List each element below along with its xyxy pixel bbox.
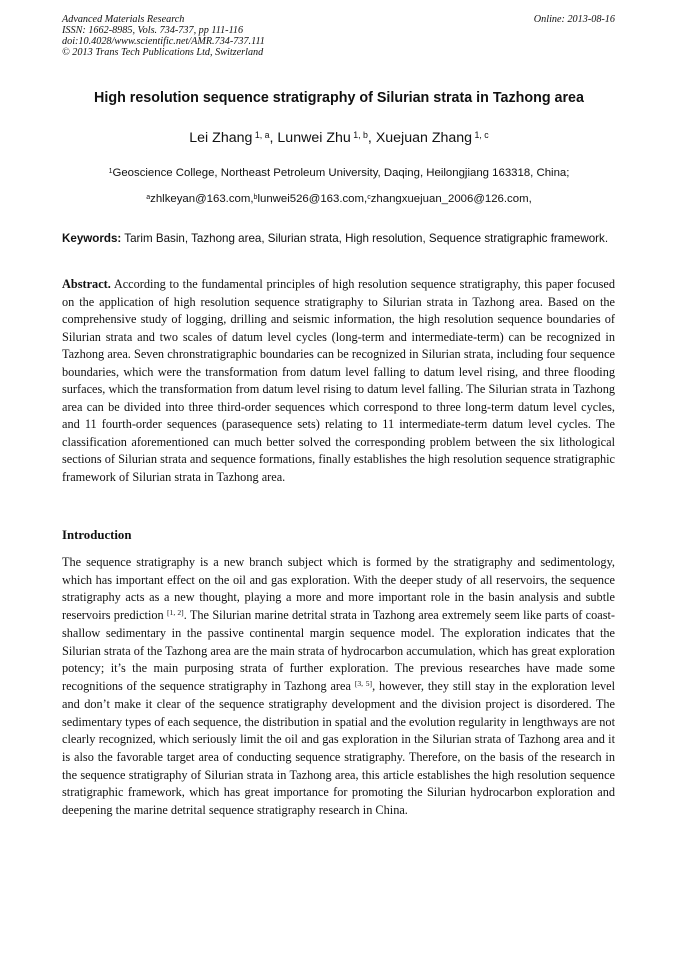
introduction-paragraph [62,554,615,819]
email-mark: a [146,193,151,201]
keywords-text: Tarim Basin, Tazhong area, Silurian strata, High resolution, Sequence stratigraphic framework. [124,232,609,245]
affiliation [0,167,678,179]
abstract-text: According to the fundamental principles of high resolution sequence stratigraphy, this paper focused on the application of high resolution sequence stratigraphy to Silurian strata in Tazhong area. Based on the comprehensive study of logging, drilling and seismic information, the high resolution sequence boundaries of Silurian strata and two scales of datum level cycles (long-term and intermediate-term) can be recognized in Tazhong area. Seven chronstratigraphic boundaries can be recognized in Silurian strata, including four sequence boundaries, which were the transformation from datum level falling to datum level rising, and three flooding surfaces, which the transformation from datum level rising to datum level falling. The Silurian strata in Tazhong area can be divided into three third-order sequences which correspond to three long-term datum level cycles, and 11 fourth-order sequences (parasequence sets) relating to 11 intermediate-term datum level cycles. The classification aforementioned can much better solved the corresponding problem between the six lithological sections of Silurian strata and sequence formations, finally establishes the high resolution sequence stratigraphic framework of Silurian strata in Tazhong area. [62,277,615,485]
abstract-block [62,276,615,487]
intro-text: . The Silurian marine detrital strata in Tazhong area extremely seem like parts of coast-shallow sedimentary in the passive continental margin sequence model. The exploration indicates that the Silurian strata of the Tazhong area are the main strata of hydrocarbon accumulation, which has great exploration potency; it’s the main purposing strata of further exploration. The previous researches have made some recognitions of the sequence stratigraphy in Tazhong area [62,607,615,693]
intro-text: , however, they still stay in the exploration level and don’t make it clear of the sequence stratigraphy development and the division project is disordered. The sedimentary types of each sequence, the distribution in spatial and the evolution regularity in lengthways are not clearly recognized, which seriously limit the oil and gas exploration in the Silurian strata of Tazhong area and it is also the favorable target area of conducting sequence stratigraphy. Therefore, on the basis of the research in the sequence stratigraphy of Silurian strata in Tazhong area, this article establishes the high resolution sequence stratigraphic framework, which has great importance for promoting the Silurian hydrocarbon exploration and deepening the marine detrital sequence stratigraphy research in China. [62,678,615,817]
author-affiliation-mark: 1, c [474,130,489,141]
paper-title: High resolution sequence stratigraphy of Silurian strata in Tazhong area [94,90,584,106]
keywords-label: Keywords: [62,232,122,245]
author-name: Lei Zhang [189,130,253,146]
keywords-block [62,230,615,247]
citation[interactable]: [1, 2] [166,607,184,617]
issn-line: ISSN: 1662-8985, Vols. 734-737, pp 111-116 [62,25,244,36]
affiliation-text: Geoscience College, Northeast Petroleum University, Daqing, Heilongjiang 163318, China; [112,167,570,179]
author-list: Lei Zhang $^{1, a}$, Lunwei Zhu $^{1, b}$, Xuejuan Zhang $^{1, c}$ [189,130,489,146]
journal-header [62,14,615,58]
email-list: $^a$zhlkeyan@163.com,$^b$lunwei526@163.com,$^c$zhangxuejuan_2006@126.com, [146,193,532,205]
email-trailing: , [528,193,532,205]
email-link[interactable]: zhlkeyan@163.com [150,193,251,205]
email-mark: b [253,193,258,201]
email-mark: c [367,193,371,201]
citation[interactable]: [3, 5] [354,679,373,689]
email-link[interactable]: lunwei526@163.com [257,193,365,205]
online-date: Online: 2013-08-16 [533,14,615,25]
copyright-line: © 2013 Trans Tech Publications Ltd, Switzerland [62,47,264,58]
intro-text: The sequence stratigraphy is a new branch subject which is formed by the stratigraphy and sedimentology, which has important effect on the oil and gas exploration. With the deeper study of all reservoirs, the sequence stratigraphy acts as a new thought, playing a more and more important role in the basin analysis and subtle reservoirs prediction [62,555,615,622]
affiliation-mark: 1 [108,167,113,175]
author-name: Lunwei Zhu [277,130,351,146]
abstract-label: Abstract. [62,277,111,291]
author-name: Xuejuan Zhang [375,130,473,146]
doi-line: doi:10.4028/www.scientific.net/AMR.734-737.111 [62,36,265,47]
author-affiliation-mark: 1, a [254,130,270,141]
journal-name: Advanced Materials Research [62,14,185,25]
email-link[interactable]: zhangxuejuan_2006@126.com [370,193,529,205]
section-heading-introduction: Introduction [62,528,132,542]
author-affiliation-mark: 1, b [353,130,368,141]
